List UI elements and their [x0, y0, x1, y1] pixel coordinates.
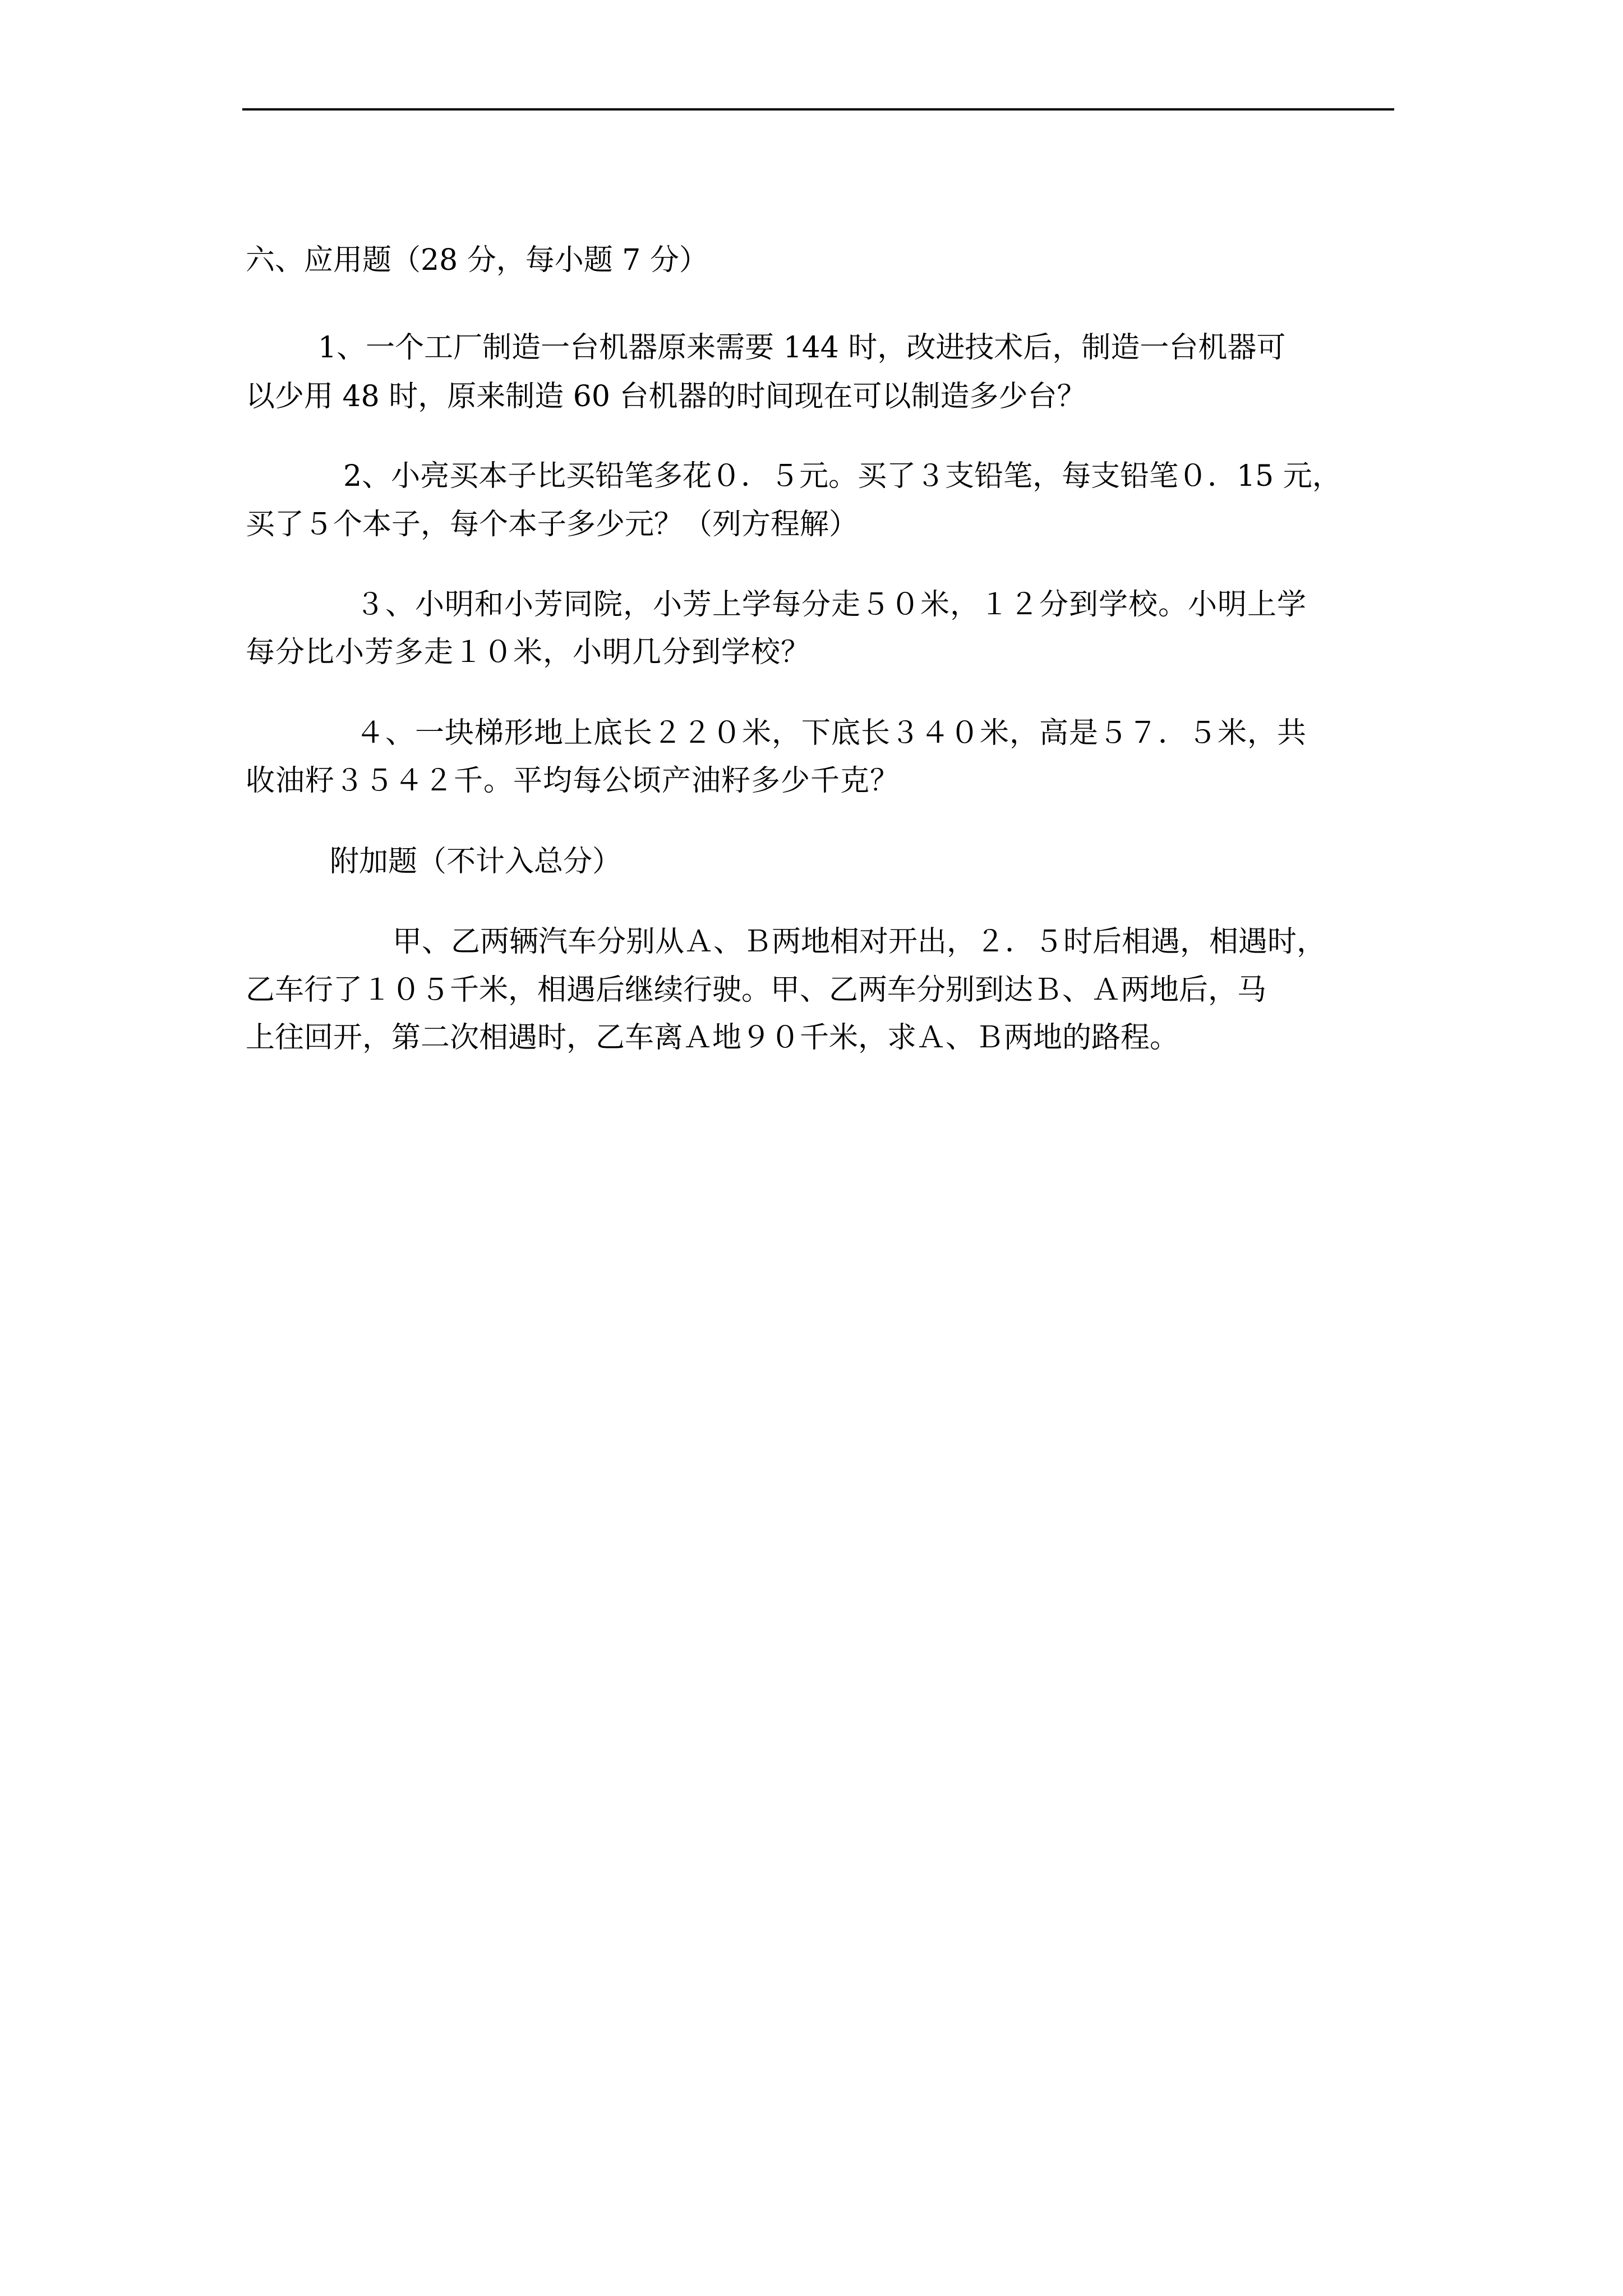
- question-3-line-2: 每分比小芳多走１０米，小明几分到学校？: [246, 636, 811, 669]
- question-2-line-2: 买了５个本子，每个本子多少元？（列方程解）: [246, 508, 859, 541]
- question-2-line-1: 2、小亮买本子比买铅笔多花０．５元。买了３支铅笔，每支铅笔０．15 元，: [343, 459, 1341, 493]
- question-4-line-2: 收油籽３５４２千。平均每公顷产油籽多少千克？: [246, 764, 900, 798]
- question-3-line-1: ３、小明和小芳同院，小芳上学每分走５０米，１２分到学校。小明上学: [356, 588, 1307, 622]
- question-1-line-2: 以少用 48 时，原来制造 60 台机器的时间现在可以制造多少台？: [246, 380, 1086, 413]
- header-rule: [242, 108, 1394, 111]
- bonus-title: 附加题（不计入总分）: [330, 845, 622, 878]
- question-4-line-1: ４、一块梯形地上底长２２０米，下底长３４０米，高是５７．５米，共: [356, 716, 1307, 750]
- bonus-line-1: 甲、乙两辆汽车分别从Ａ、Ｂ两地相对开出，２．５时后相遇，相遇时，: [393, 925, 1326, 959]
- bonus-line-3: 上往回开，第二次相遇时，乙车离Ａ地９０千米，求Ａ、Ｂ两地的路程。: [246, 1021, 1179, 1055]
- question-1-line-1: 1、一个工厂制造一台机器原来需要 144 时，改进技术后，制造一台机器可: [318, 331, 1286, 365]
- section-title: 六、应用题（28 分，每小题 7 分）: [246, 243, 708, 277]
- bonus-line-2: 乙车行了１０５千米，相遇后继续行驶。甲、乙两车分别到达Ｂ、Ａ两地后，马: [246, 973, 1267, 1007]
